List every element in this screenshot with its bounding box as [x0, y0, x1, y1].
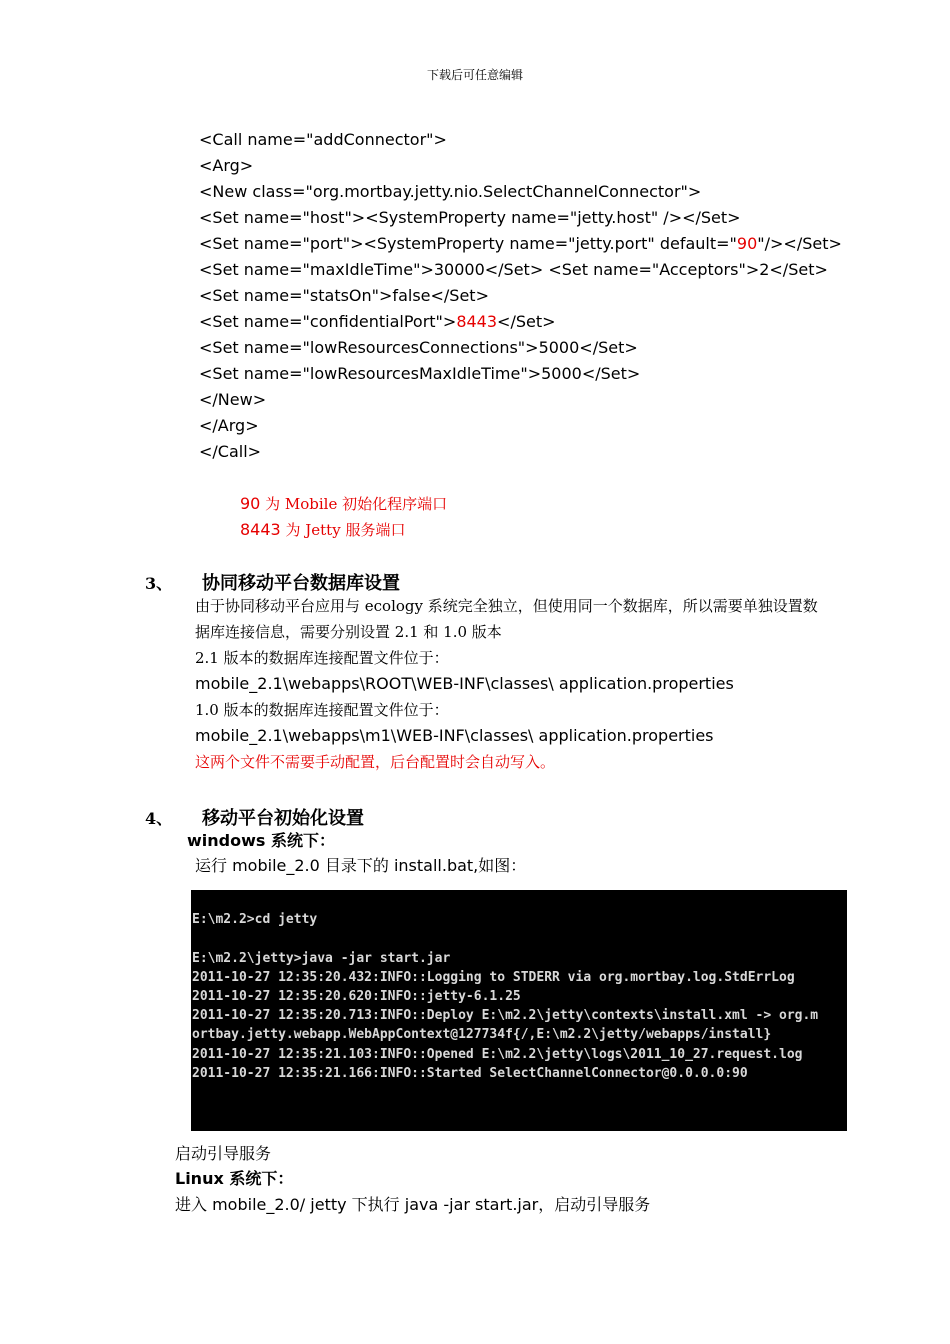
terminal-line: 2011-10-27 12:35:21.166:INFO::Started SelectChannelConnector@0.0.0.0:90 — [192, 1066, 748, 1081]
body-line: 1.0 版本的数据库连接配置文件位于： — [195, 701, 449, 719]
section-3-title: 协同移动平台数据库设置 — [202, 573, 400, 594]
note-number: 8443 — [240, 520, 281, 539]
code-line: </Arg> — [199, 416, 259, 435]
section-3-number: 3、 — [145, 574, 173, 593]
code-text: </Set> — [497, 312, 556, 331]
code-line: <New class="org.mortbay.jetty.nio.SelectChannelConnector"> — [199, 182, 702, 201]
code-line: <Arg> — [199, 156, 254, 175]
code-line: </New> — [199, 390, 267, 409]
page-header: 下载后可任意编辑 — [426, 68, 523, 82]
code-line: <Set name="maxIdleTime">30000</Set> <Set name="Acceptors">2</Set> — [199, 260, 828, 279]
code-line-port — [199, 231, 842, 257]
linux-instruction: 进入 mobile_2.0/ jetty 下执行 java -jar start.jar，启动引导服务 — [175, 1195, 651, 1214]
body-line: 2.1 版本的数据库连接配置文件位于： — [195, 649, 449, 667]
note-text: 为 Mobile 初始化程序端口 — [260, 495, 448, 513]
code-text: "/></Set> — [757, 234, 842, 253]
note-line — [240, 491, 447, 517]
xml-config-block — [199, 127, 842, 465]
file-path: mobile_2.1\webapps\ROOT\WEB-INF\classes\ application.properties — [195, 674, 734, 693]
code-line-confidential-port — [199, 309, 842, 335]
code-line: <Set name="host"><SystemProperty name="jetty.host" /></Set> — [199, 208, 741, 227]
port-value: 90 — [736, 234, 758, 253]
warning-note: 这两个文件不需要手动配置，后台配置时会自动写入。 — [195, 753, 556, 771]
note-text: 为 Jetty 服务端口 — [280, 521, 406, 539]
terminal-line: E:\m2.2>cd jetty — [192, 912, 318, 927]
terminal-line: 2011-10-27 12:35:20.432:INFO::Logging to STDERR via org.mortbay.log.StdErrLog — [192, 970, 795, 985]
code-text: <Set name="confidentialPort"> — [199, 312, 457, 331]
startup-text: 启动引导服务 — [175, 1144, 272, 1163]
section-4-title: 移动平台初始化设置 — [202, 808, 364, 829]
terminal-line: 2011-10-27 12:35:20.620:INFO::jetty-6.1.25 — [192, 989, 521, 1004]
terminal-screenshot — [191, 890, 847, 1131]
note-line — [240, 517, 447, 543]
code-line: </Call> — [199, 442, 262, 461]
note-number: 90 — [240, 494, 261, 513]
file-path: mobile_2.1\webapps\m1\WEB-INF\classes\ application.properties — [195, 726, 714, 745]
code-line: <Call name="addConnector"> — [199, 130, 447, 149]
body-line: 据库连接信息，需要分别设置 2.1 和 1.0 版本 — [195, 623, 502, 641]
terminal-line: ortbay.jetty.webapp.WebAppContext@127734f{/,E:\m2.2\jetty/webapps/install} — [192, 1027, 772, 1042]
section-4-number: 4、 — [145, 809, 173, 828]
section-3-body — [195, 593, 818, 775]
terminal-line: 2011-10-27 12:35:21.103:INFO::Opened E:\m2.2\jetty\logs\2011_10_27.request.log — [192, 1047, 803, 1062]
terminal-line: 2011-10-27 12:35:20.713:INFO::Deploy E:\m2.2\jetty\contexts\install.xml -> org.m — [192, 1008, 819, 1023]
run-instruction: 运行 mobile_2.0 目录下的 install.bat,如图： — [195, 856, 527, 875]
code-line: <Set name="lowResourcesMaxIdleTime">5000</Set> — [199, 364, 641, 383]
port-notes — [240, 491, 447, 543]
code-line: <Set name="statsOn">false</Set> — [199, 286, 489, 305]
windows-label: windows 系统下： — [187, 831, 335, 850]
linux-label: Linux 系统下： — [175, 1169, 294, 1188]
confidential-port-value: 8443 — [456, 312, 498, 331]
terminal-line: E:\m2.2\jetty>java -jar start.jar — [192, 951, 451, 966]
body-line: 由于协同移动平台应用与 ecology 系统完全独立，但使用同一个数据库，所以需要单独设置数 — [195, 597, 818, 615]
code-text: <Set name="port"><SystemProperty name="jetty.port" default=" — [199, 234, 737, 253]
code-line: <Set name="lowResourcesConnections">5000</Set> — [199, 338, 638, 357]
